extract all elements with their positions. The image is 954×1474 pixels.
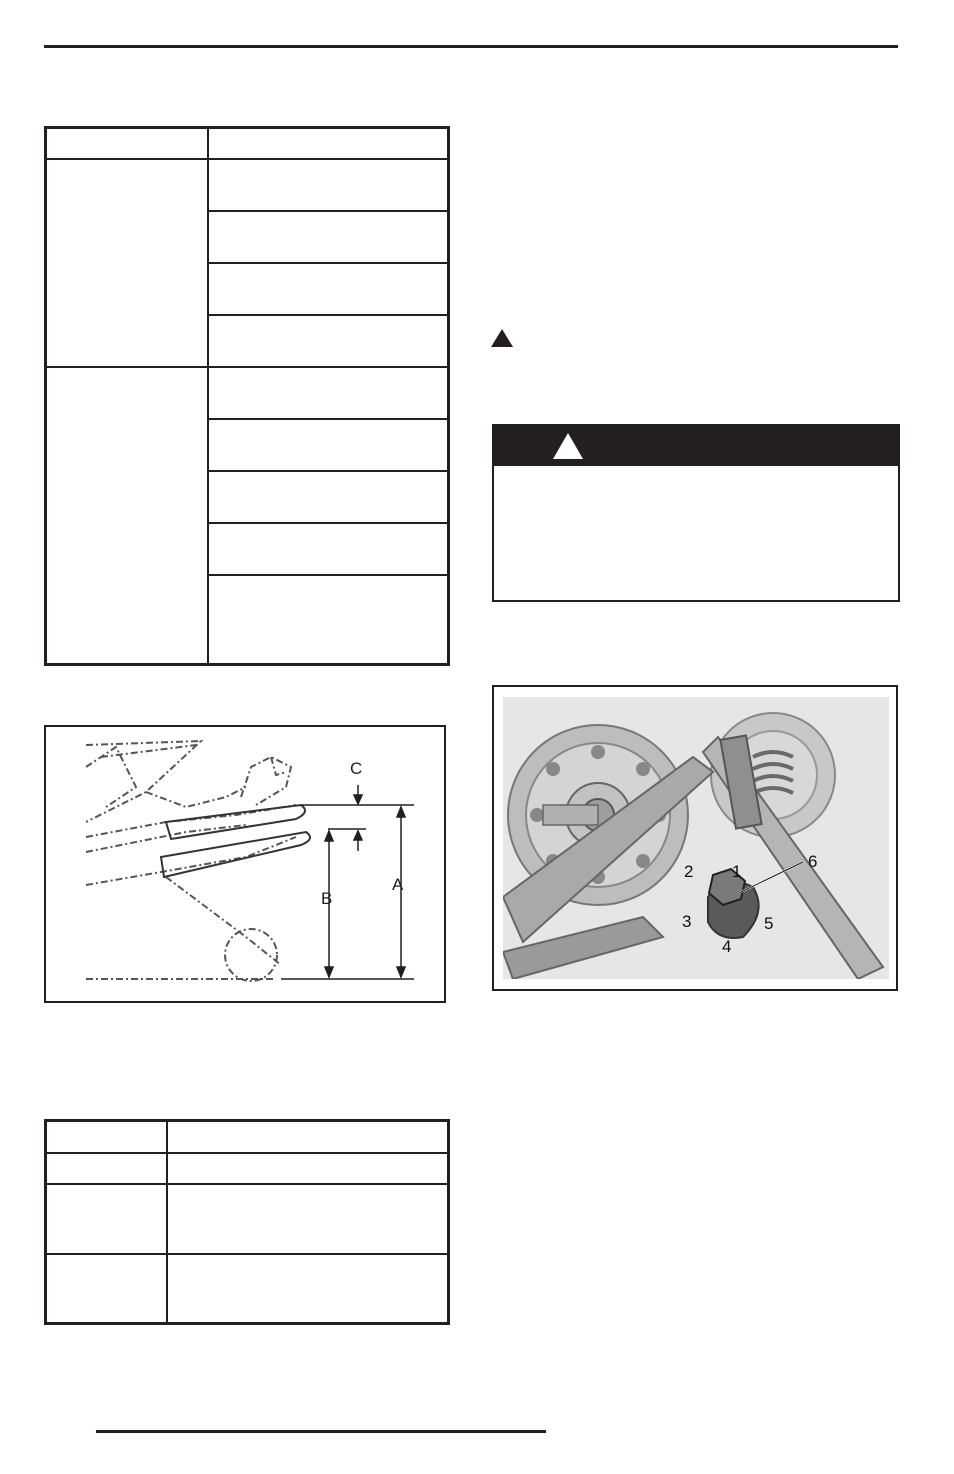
table-header-cell (208, 128, 448, 159)
warning-triangle-icon (552, 432, 584, 460)
warning-header-bar (494, 426, 898, 466)
suspension-diagram (44, 725, 446, 1003)
photo-callout-6: 6 (808, 852, 818, 871)
table-cell (208, 523, 448, 575)
caution-triangle-icon (490, 328, 514, 348)
photo-callout-5: 5 (764, 914, 774, 933)
label-a: A (392, 875, 404, 894)
table-cell (208, 575, 448, 665)
table-group-cell (46, 367, 209, 665)
photo-callout-3: 3 (682, 912, 692, 931)
suspension-photo-figure (492, 685, 898, 991)
table-header-cell (167, 1121, 449, 1153)
photo-callout-1: 1 (732, 862, 742, 881)
table-cell (208, 367, 448, 419)
table-cell (208, 419, 448, 471)
label-b: B (321, 889, 333, 908)
table-cell (46, 1153, 167, 1184)
table-cell (208, 263, 448, 315)
spec-table-bottom (44, 1119, 450, 1325)
table-cell (167, 1153, 449, 1184)
table-cell (208, 159, 448, 211)
table-cell (208, 315, 448, 367)
spec-table-top (44, 126, 450, 666)
label-c: C (350, 759, 363, 778)
table-group-cell (46, 159, 209, 367)
table-cell (167, 1254, 449, 1324)
warning-box (492, 424, 900, 602)
table-cell (46, 1184, 167, 1254)
table-header-cell (46, 128, 209, 159)
table-cell (167, 1184, 449, 1254)
photo-callout-4: 4 (722, 937, 732, 956)
footer-rule (96, 1430, 546, 1433)
suspension-photo (503, 697, 889, 979)
table-header-cell (46, 1121, 167, 1153)
suspension-drawing (46, 727, 444, 1001)
table-cell (208, 211, 448, 263)
header-rule (44, 45, 898, 48)
table-cell (46, 1254, 167, 1324)
table-cell (208, 471, 448, 523)
photo-callout-2: 2 (684, 862, 694, 881)
